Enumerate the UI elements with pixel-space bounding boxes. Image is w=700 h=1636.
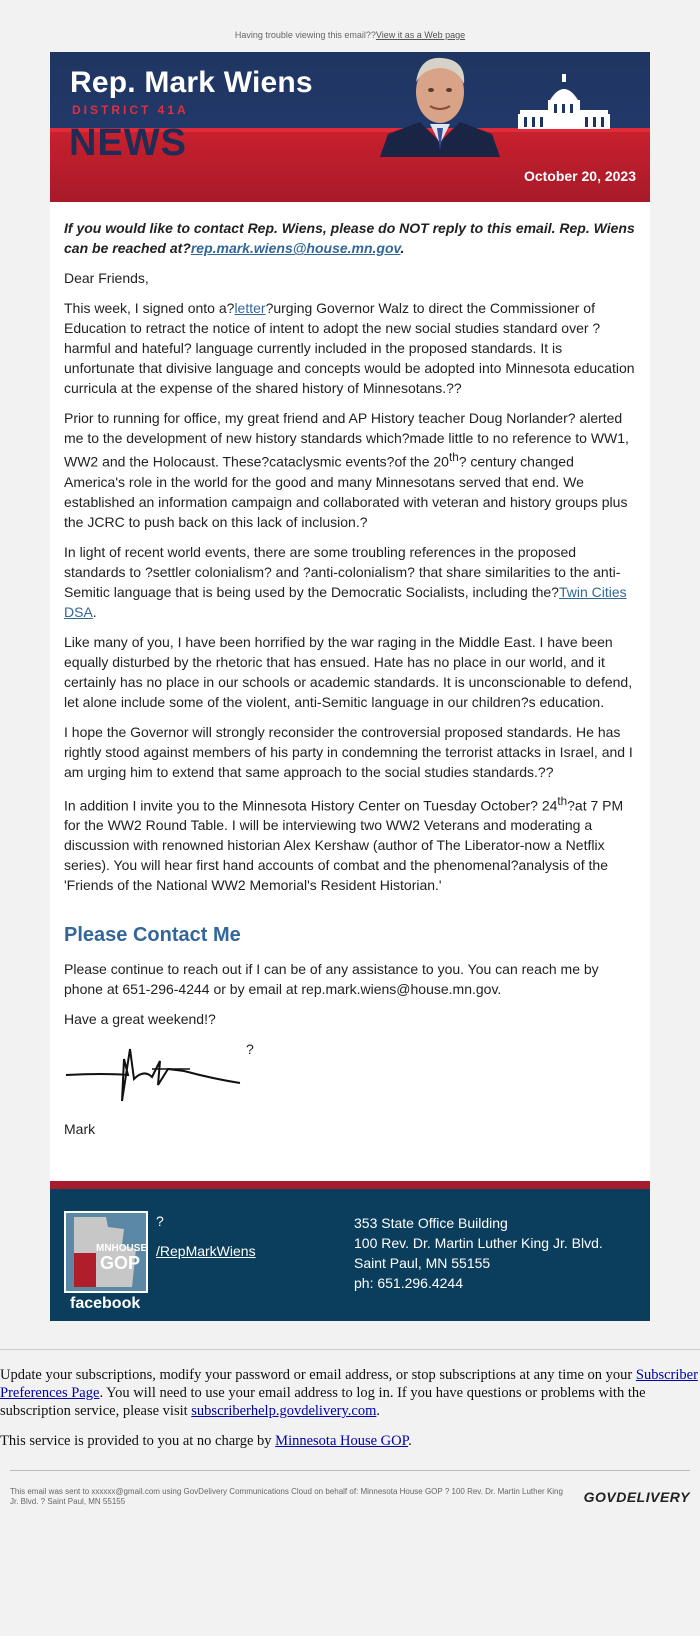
newsletter-content [50,202,650,1155]
letter-link[interactable]: letter [234,300,266,316]
govdelivery-logo[interactable]: GOVDELIVERY [583,1489,690,1506]
subscription-info [0,1349,700,1450]
paragraph-history: Prior to running for office, my great friend and AP History teacher Doug Norlander? alerted me to the development of new history standards which?made little to no reference to WW1, WW2 and the Holocaust. These?cataclysmic events?of the 20th? century changed America's role in the world for the good and many Minnesotans served that end. We established an information campaign and collaborated with veteran and history groups plus the JCRC to push back on this lack of inclusion.? [64,410,629,530]
greeting: Dear Friends, [64,270,149,286]
closing-text: Have a great weekend!? [64,1011,216,1028]
top-note-text: Having trouble viewing this email?? [234,30,376,40]
newsletter-date: October 20, 2023 [523,168,636,184]
signature-image [64,1039,244,1105]
top-note [0,0,700,52]
paragraph-world-events: In light of recent world events, there are some troubling references in the proposed standards to ?settler colonialism? and ?anti-colonialism? that share similarities to the anti-Semitic language that is being used by the Democratic Socialists, including the?Twin Cities DSA. [64,543,627,620]
subscription-text: Update your subscriptions, modify your password or email address, or stop subscriptions at any time on your Subscriber Preferences Page. You will need to use your email address to log in. If you have questions or problems with the subscription service, please visit subscriberhelp.govdelivery.com. [0,1367,698,1420]
paragraph-invite: In addition I invite you to the Minnesota History Center on Tuesday October? 24th?at 7 PM for the WW2 Round Table. I will be interviewing two WW2 Veterans and moderating a discussion with renowned historian Alex Kershaw (author of The Liberator-now a Netflix series). You will hear first hand accounts of combat and the phenomenal?analysis of the 'Friends of the National WW2 Memorial's Resident Historian.' [64,794,624,894]
service-text: This service is provided to you at no charge by Minnesota House GOP. [0,1433,412,1450]
minnesota-house-gop-link[interactable]: Minnesota House GOP [275,1433,409,1450]
facebook-handle-link[interactable]: /RepMarkWiens [156,1243,256,1260]
twin-cities-dsa-link[interactable]: Twin Cities DSA [64,583,627,620]
signature [64,1039,636,1109]
banner-news: NEWS [69,122,187,164]
subscriber-preferences-link[interactable]: Subscriber Preferences Page [0,1367,698,1402]
banner-district: DISTRICT 41A [72,103,189,117]
paragraph-letter: This week, I signed onto a?letter?urging Governor Walz to direct the Commissioner of Education to retract the notice of intent to adopt the new social studies standard over ?harmful and hateful? language currently included in the proposed standards. It is unfortunate that divisive language and concepts would be adopted into Minnesota education curricula at the expense of the shared history of Minnesotans.?? [64,300,635,396]
office-address: 353 State Office Building 100 Rev. Dr. Martin Luther King Jr. Blvd. Saint Paul, MN 55155 ph: 651.296.4244 [354,1215,603,1292]
facebook-text: facebook [70,1295,141,1313]
logo-text-mnhouse: MNHOUSE [96,1243,146,1255]
paragraph-governor: I hope the Governor will strongly reconsider the controversial proposed standards. He has rightly stood against members of his party in condemning the terrorist attacks in Israel, and I am urging him to extend that same approach to the social studies standards.?? [64,723,633,780]
banner-name: Rep. Mark Wiens [70,66,313,99]
contact-notice: If you would like to contact Rep. Wiens, please do NOT reply to this email. Rep. Wiens can be reached at?rep.mark.wiens@house.mn.gov. [64,220,635,256]
contact-heading: Please Contact Me [64,924,241,947]
facebook-logo-link[interactable] [64,1211,148,1319]
footer-mark: ? [156,1213,164,1230]
contact-text: Please continue to reach out if I can be of any assistance to you. You can reach me by phone at 651-296-4244 or by email at rep.mark.wiens@house.mn.gov. [64,961,599,998]
subscriber-help-link[interactable]: subscriberhelp.govdelivery.com [191,1403,377,1420]
web-page-link[interactable]: View it as a Web page [375,30,466,40]
capitol-icon [518,74,610,129]
office-phone: ph: 651.296.4244 [354,1275,463,1292]
header-banner [50,52,650,202]
mn-house-gop-logo [66,1213,146,1291]
signature-name: Mark [64,1121,96,1138]
newsletter-footer [50,1189,650,1321]
email-link[interactable]: rep.mark.wiens@house.mn.gov [190,240,401,256]
logo-text-gop: GOP [100,1253,141,1274]
email-body [50,52,650,1321]
portrait-image [380,52,500,157]
bottom-legal [10,1470,690,1518]
footer-divider [50,1181,650,1189]
signature-mark: ? [246,1041,254,1058]
paragraph-middle-east: Like many of you, I have been horrified by the war raging in the Middle East. I have been equally disturbed by the rhetoric that has ensued. Hate has no place in our world, and it certainly has no place in our schools or academic standards. It is unconscionable to defend, let alone include some of the violent, anti-Semitic language in our children?s education. [64,633,633,710]
sent-to-text: This email was sent to xxxxxx@gmail.com using GovDelivery Communications Cloud on behalf of: Minnesota House GOP ? 100 Rev. Dr. Martin Luther King Jr. Blvd. ? Saint Paul, MN 55155 [10,1487,563,1507]
